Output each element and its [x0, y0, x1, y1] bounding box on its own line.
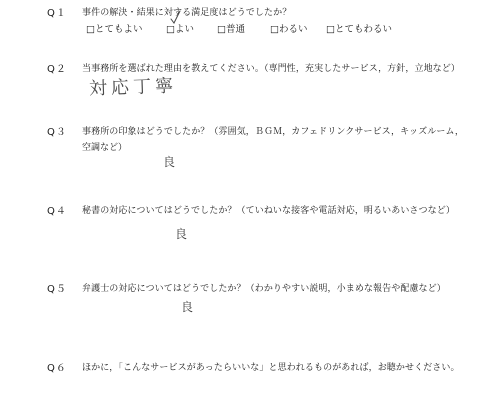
question-2-handwritten-answer: 対応丁寧 — [88, 75, 178, 100]
option-very-good[interactable]: □とてもよい — [86, 24, 143, 35]
question-5-handwritten-answer: 良 — [181, 300, 194, 314]
question-3-text-line-1: 事務所の印象はどうでしたか？（雰囲気，ＢＧＭ，カフェドリンクサービス，キッズルーム， — [82, 127, 464, 137]
option-good[interactable]: □よい — [166, 24, 194, 35]
question-2-number: Q２ — [47, 64, 67, 75]
question-3-text-line-2: 空調など） — [82, 143, 128, 153]
question-6-text: ほかに，「こんなサービスがあったらいいな」と思われるものがあれば，お聴かせください。 — [82, 363, 460, 373]
question-1-text: 事件の解決・結果に対する満足度はどうでしたか？ — [82, 8, 292, 18]
question-5-text: 弁護士の対応についてはどうでしたか？（わかりやすい説明，小まめな報告や配慮など） — [82, 284, 446, 294]
question-4-handwritten-answer: 良 — [175, 227, 188, 241]
question-4-number: Q４ — [47, 206, 67, 217]
question-5-number: Q５ — [47, 284, 67, 295]
question-2-text: 当事務所を選ばれた理由を教えてください。（専門性，充実したサービス，方針，立地など） — [82, 64, 460, 74]
question-6-number: Q６ — [47, 363, 67, 374]
question-1-number: Q１ — [47, 8, 67, 19]
option-average[interactable]: □普通 — [217, 24, 245, 35]
question-3-handwritten-answer: 良 — [163, 155, 176, 169]
question-3-number: Q３ — [47, 127, 67, 138]
handwritten-check-icon — [170, 10, 182, 26]
question-4-text: 秘書の対応についてはどうでしたか？（ていねいな接客や電話対応，明るいあいさつなど） — [82, 206, 455, 216]
option-bad[interactable]: □わるい — [270, 24, 308, 35]
option-very-bad[interactable]: □とてもわるい — [326, 24, 392, 35]
